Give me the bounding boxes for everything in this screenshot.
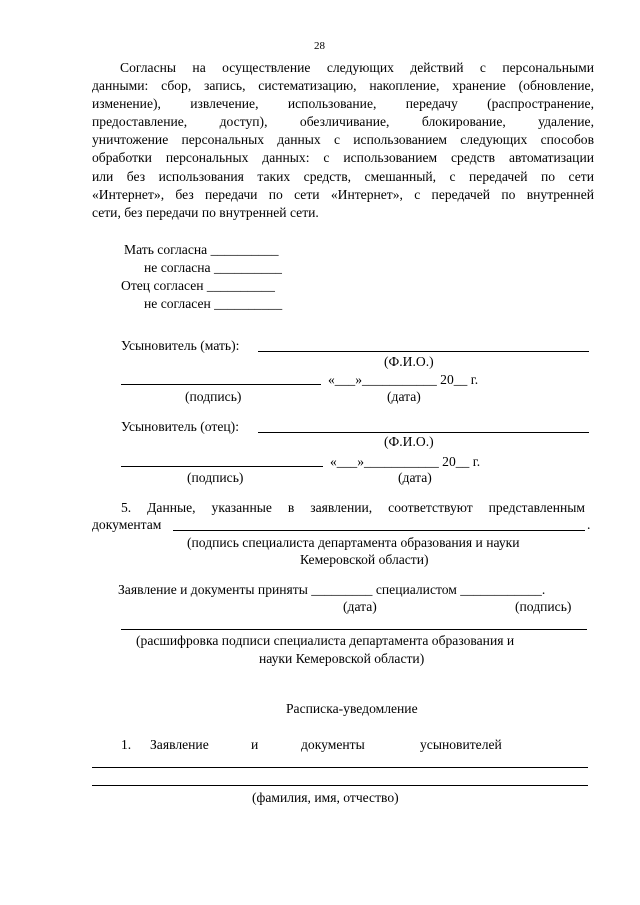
receipt-item1-word: Заявление xyxy=(150,737,209,752)
adopter-father-fio-caption: (Ф.И.О.) xyxy=(384,434,434,449)
consent-line: данными: сбор, запись, систематизацию, накопление, хранение (обновление, xyxy=(92,78,594,94)
page-number: 28 xyxy=(314,40,325,52)
adopter-father-signature-line xyxy=(121,466,323,467)
adopter-mother-signature-line xyxy=(121,384,321,385)
item5-caption-line1: (подпись специалиста департамента образования и науки xyxy=(187,535,520,550)
accepted-date-caption: (дата) xyxy=(343,599,377,614)
receipt-item1-word: усыновителей xyxy=(420,737,502,752)
accepted-decode-line xyxy=(121,629,587,630)
consent-line: уничтожение персональных данных с использованием следующих способов xyxy=(92,132,594,148)
adopter-mother-label: Усыновитель (мать): xyxy=(121,338,240,353)
adopter-father-label: Усыновитель (отец): xyxy=(121,419,239,434)
consent-paragraph xyxy=(92,59,594,222)
adopter-mother-fio-line xyxy=(258,351,589,352)
mother-disagrees: не согласна __________ xyxy=(144,260,282,275)
receipt-item1-number: 1. xyxy=(121,737,132,752)
receipt-item1-word: документы xyxy=(301,737,365,752)
accepted-text: Заявление и документы приняты _________ специалистом ____________. xyxy=(118,582,546,597)
accepted-decode-caption-line1: (расшифровка подписи специалиста департамента образования и xyxy=(136,633,515,648)
father-disagrees: не согласен __________ xyxy=(144,296,283,311)
adopter-father-date-line: «___»___________ 20__ г. xyxy=(330,454,481,469)
adopter-father-fio-line xyxy=(258,432,589,433)
consent-line: Согласны на осуществление следующих действий с персональными xyxy=(120,60,594,75)
adopter-father-date-caption: (дата) xyxy=(398,470,432,485)
consent-line: «Интернет», без передачи по сети «Интернет», с передачей по внутренней xyxy=(92,186,594,202)
accepted-signature-caption: (подпись) xyxy=(515,599,572,614)
consent-line: обработки персональных данных: с использованием средств автоматизации xyxy=(92,150,594,166)
item5-signature-line xyxy=(173,530,585,531)
item5-documents-label: документам xyxy=(92,517,162,532)
adopter-father-signature-caption: (подпись) xyxy=(187,470,244,485)
adopter-mother-fio-caption: (Ф.И.О.) xyxy=(384,354,434,369)
consent-line: предоставление, доступ), обезличивание, блокирование, удаление, xyxy=(92,114,594,130)
consent-line: изменение), извлечение, использование, передачу (распространение, xyxy=(92,96,594,112)
adopter-mother-date-line: «___»___________ 20__ г. xyxy=(328,372,479,387)
accepted-decode-caption-line2: науки Кемеровской области) xyxy=(259,651,425,666)
receipt-title: Расписка-уведомление xyxy=(286,701,418,716)
consent-line: или без использования таких средств, смешанный, с передачей по сети xyxy=(92,168,594,184)
consent-line: сети, без передачи по внутренней сети. xyxy=(92,204,319,220)
item5-line-end: . xyxy=(587,517,591,532)
adopter-mother-date-caption: (дата) xyxy=(387,389,421,404)
receipt-line-2 xyxy=(92,785,588,786)
receipt-fio-caption: (фамилия, имя, отчество) xyxy=(252,790,399,805)
item5-caption-line2: Кемеровской области) xyxy=(300,552,429,567)
receipt-item1-word: и xyxy=(251,737,259,752)
adopter-mother-signature-caption: (подпись) xyxy=(185,389,242,404)
item5-line1: 5. Данные, указанные в заявлении, соответствуют представленным xyxy=(121,500,585,515)
father-agrees: Отец согласен __________ xyxy=(121,278,275,293)
mother-agrees: Мать согласна __________ xyxy=(124,242,279,257)
receipt-line-1 xyxy=(92,767,588,768)
